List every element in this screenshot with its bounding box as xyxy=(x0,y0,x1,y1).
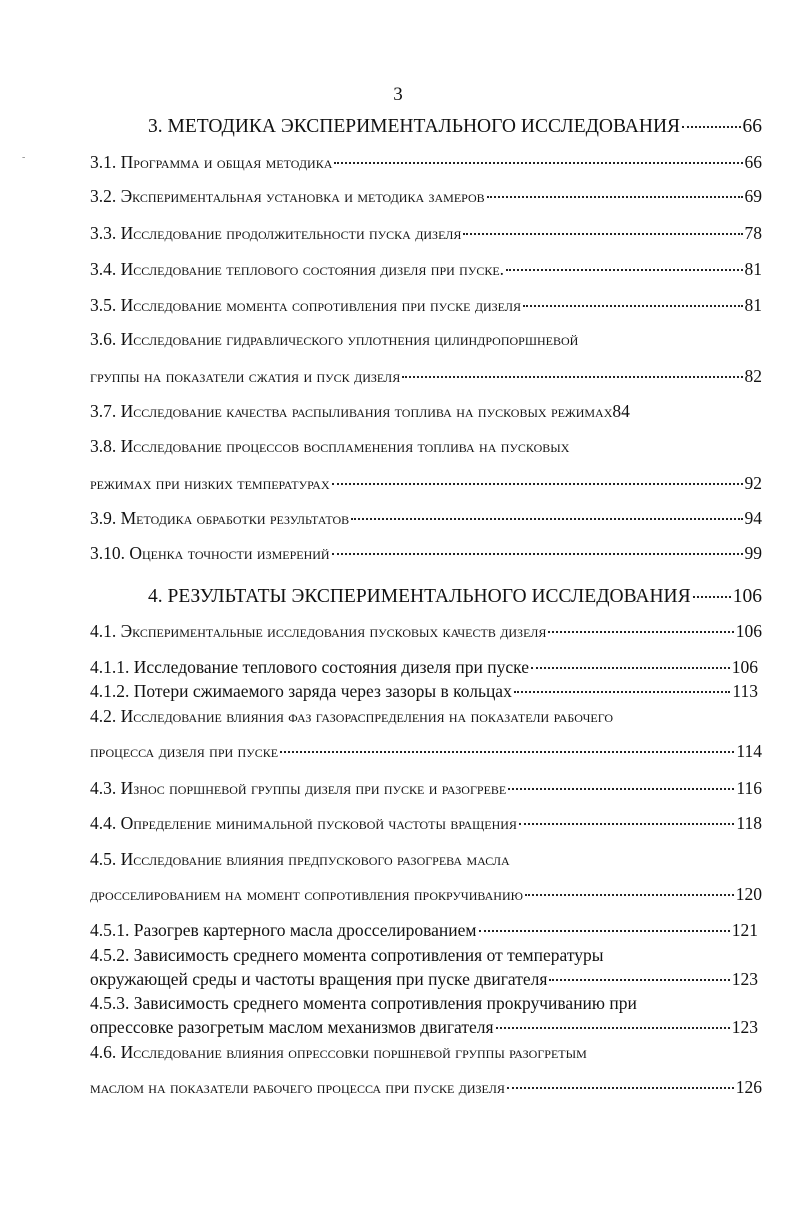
toc-entry-4-2-line-2[interactable] xyxy=(90,740,762,762)
toc-entry-text: дросселированием на момент сопротивления прокручиванию xyxy=(90,884,523,904)
dot-leader xyxy=(334,162,742,164)
toc-entry-text: режимах при низких температурах xyxy=(90,473,330,493)
toc-entry-text: 3.2. Экспериментальная установка и методика замеров xyxy=(90,186,485,206)
toc-entry-4-5-line-2[interactable] xyxy=(90,883,762,905)
toc-entry-4-5-1[interactable] xyxy=(90,919,758,941)
toc-entry-4-5-3-line-1[interactable] xyxy=(90,992,758,1014)
toc-page-number: 116 xyxy=(736,778,762,798)
toc-entry-4-4[interactable] xyxy=(90,812,762,834)
toc-page-number: 123 xyxy=(731,1017,758,1037)
toc-entry-text: 3.4. Исследование теплового состояния дизеля при пуске. xyxy=(90,259,505,279)
dot-leader xyxy=(514,691,731,693)
toc-page-number: 118 xyxy=(736,813,762,833)
toc-page-number: 66 xyxy=(742,116,762,137)
toc-entry-text: опрессовке разогретым маслом механизмов двигателя xyxy=(90,1017,494,1037)
toc-page-number: 120 xyxy=(735,884,762,904)
toc-page-number: 92 xyxy=(744,473,762,493)
toc-entry-4-5-2-line-2[interactable] xyxy=(90,968,758,990)
toc-entry-3-9[interactable] xyxy=(90,507,762,529)
toc-page-number: 94 xyxy=(744,508,762,528)
toc-entry-text: 3.6. Исследование гидравлического уплотнения цилиндропоршневой xyxy=(90,329,579,349)
dot-leader xyxy=(280,751,734,753)
toc-page-number: 113 xyxy=(732,681,758,701)
toc-entry-3-5[interactable] xyxy=(90,294,762,316)
dot-leader xyxy=(487,196,743,198)
toc-entry-4-5-line-1[interactable] xyxy=(90,848,762,870)
toc-page-number: 126 xyxy=(735,1077,762,1097)
scan-edge-mark: - xyxy=(22,152,26,163)
toc-entry-text: 4.1. Экспериментальные исследования пусковых качеств дизеля xyxy=(90,621,547,641)
toc-page-number: 121 xyxy=(731,920,758,940)
dot-leader xyxy=(332,553,743,555)
dot-leader xyxy=(351,518,742,520)
toc-entry-text: 4.4. Определение минимальной пусковой частоты вращения xyxy=(90,813,517,833)
dot-leader xyxy=(682,126,740,128)
toc-page-number: 106 xyxy=(735,621,762,641)
toc-entry-text: 3.9. Методика обработки результатов xyxy=(90,508,350,528)
toc-page-number: 114 xyxy=(736,741,762,761)
toc-entry-3-7[interactable] xyxy=(90,400,762,422)
toc-entry-text: 3.3. Исследование продолжительности пуска дизеля xyxy=(90,223,462,243)
dot-leader xyxy=(508,788,734,790)
toc-entry-text: группы на показатели сжатия и пуск дизеля xyxy=(90,366,401,386)
toc-entry-4-3[interactable] xyxy=(90,777,762,799)
toc-entry-3-3[interactable] xyxy=(90,222,762,244)
toc-entry-text: процесса дизеля при пуске xyxy=(90,741,279,761)
toc-entry-4-1[interactable] xyxy=(90,620,762,642)
toc-entry-3-8-line-2[interactable] xyxy=(90,472,762,494)
dot-leader xyxy=(549,979,729,981)
toc-entry-4-1-1[interactable] xyxy=(90,656,758,678)
toc-entry-text: маслом на показатели рабочего процесса при пуске дизеля xyxy=(90,1077,505,1097)
toc-page-number: 106 xyxy=(731,657,758,677)
toc-entry-4-2-line-1[interactable] xyxy=(90,705,762,727)
dot-leader xyxy=(548,631,733,633)
dot-leader xyxy=(506,269,742,271)
toc-page-number: 82 xyxy=(744,366,762,386)
toc-entry-text: 4.3. Износ поршневой группы дизеля при пуске и разогреве xyxy=(90,778,507,798)
toc-entry-3-1[interactable] xyxy=(90,151,762,173)
toc-entry-text: 4.5.1. Разогрев картерного масла дросселированием xyxy=(90,920,477,940)
dot-leader xyxy=(507,1087,734,1089)
toc-chapter-4[interactable] xyxy=(148,585,762,609)
toc-entry-text: 4.2. Исследование влияния фаз газораспределения на показатели рабочего xyxy=(90,706,614,726)
dot-leader xyxy=(523,305,743,307)
toc-page-number: 81 xyxy=(744,259,762,279)
toc-page-number: 106 xyxy=(732,586,762,607)
toc-entry-text: 4. РЕЗУЛЬТАТЫ ЭКСПЕРИМЕНТАЛЬНОГО ИССЛЕДОВАНИЯ xyxy=(148,586,691,607)
toc-entry-4-5-3-line-2[interactable] xyxy=(90,1016,758,1038)
toc-entry-text: 4.5.2. Зависимость среднего момента сопротивления от температуры xyxy=(90,945,604,965)
toc-entry-text: 3. МЕТОДИКА ЭКСПЕРИМЕНТАЛЬНОГО ИССЛЕДОВАНИЯ xyxy=(148,116,681,137)
toc-entry-text: 4.1.2. Потери сжимаемого заряда через зазоры в кольцах xyxy=(90,681,512,701)
toc-entry-3-10[interactable] xyxy=(90,542,762,564)
toc-page-number: 69 xyxy=(744,186,762,206)
toc-entry-3-2[interactable] xyxy=(90,185,762,207)
toc-entry-text: 4.5. Исследование влияния предпускового разогрева масла xyxy=(90,849,510,869)
toc-page-number: 66 xyxy=(744,152,762,172)
dot-leader xyxy=(479,930,730,932)
toc-entry-text: 3.1. Программа и общая методика xyxy=(90,152,333,172)
toc-entry-text: 4.5.3. Зависимость среднего момента сопротивления прокручиванию при xyxy=(90,993,637,1013)
dot-leader xyxy=(463,233,742,235)
dot-leader xyxy=(531,667,730,669)
toc-entry-3-6-line-2[interactable] xyxy=(90,365,762,387)
dot-leader xyxy=(519,823,734,825)
toc-entry-text: 4.1.1. Исследование теплового состояния дизеля при пуске xyxy=(90,657,529,677)
dot-leader xyxy=(332,483,743,485)
toc-page-number: 123 xyxy=(731,969,758,989)
toc-entry-text: 3.8. Исследование процессов воспламенения топлива на пусковых xyxy=(90,436,570,456)
toc-entry-4-6-line-1[interactable] xyxy=(90,1041,762,1063)
toc-entry-3-4[interactable] xyxy=(90,258,762,280)
dot-leader xyxy=(525,894,734,896)
toc-entry-text: 3.10. Оценка точности измерений xyxy=(90,543,330,563)
toc-page-number: 81 xyxy=(744,295,762,315)
dot-leader xyxy=(402,376,742,378)
toc-entry-3-6-line-1[interactable] xyxy=(90,328,762,350)
toc-entry-text: окружающей среды и частоты вращения при пуске двигателя xyxy=(90,969,548,989)
toc-entry-text: 3.5. Исследование момента сопротивления при пуске дизеля xyxy=(90,295,521,315)
toc-page-number: 99 xyxy=(744,543,762,563)
toc-entry-text: 4.6. Исследование влияния опрессовки поршневой группы разогретым xyxy=(90,1042,587,1062)
page-number: 3 xyxy=(393,84,403,105)
dot-leader xyxy=(496,1027,730,1029)
toc-entry-4-1-2[interactable] xyxy=(90,680,758,702)
toc-chapter-3[interactable] xyxy=(148,115,762,139)
toc-entry-text: 3.7. Исследование качества распыливания топлива на пусковых режимах84 xyxy=(90,401,630,421)
toc-page-number: 78 xyxy=(744,223,762,243)
dot-leader xyxy=(693,596,731,598)
toc-entry-3-8-line-1[interactable] xyxy=(90,435,762,457)
toc-entry-4-6-line-2[interactable] xyxy=(90,1076,762,1098)
toc-entry-4-5-2-line-1[interactable] xyxy=(90,944,758,966)
